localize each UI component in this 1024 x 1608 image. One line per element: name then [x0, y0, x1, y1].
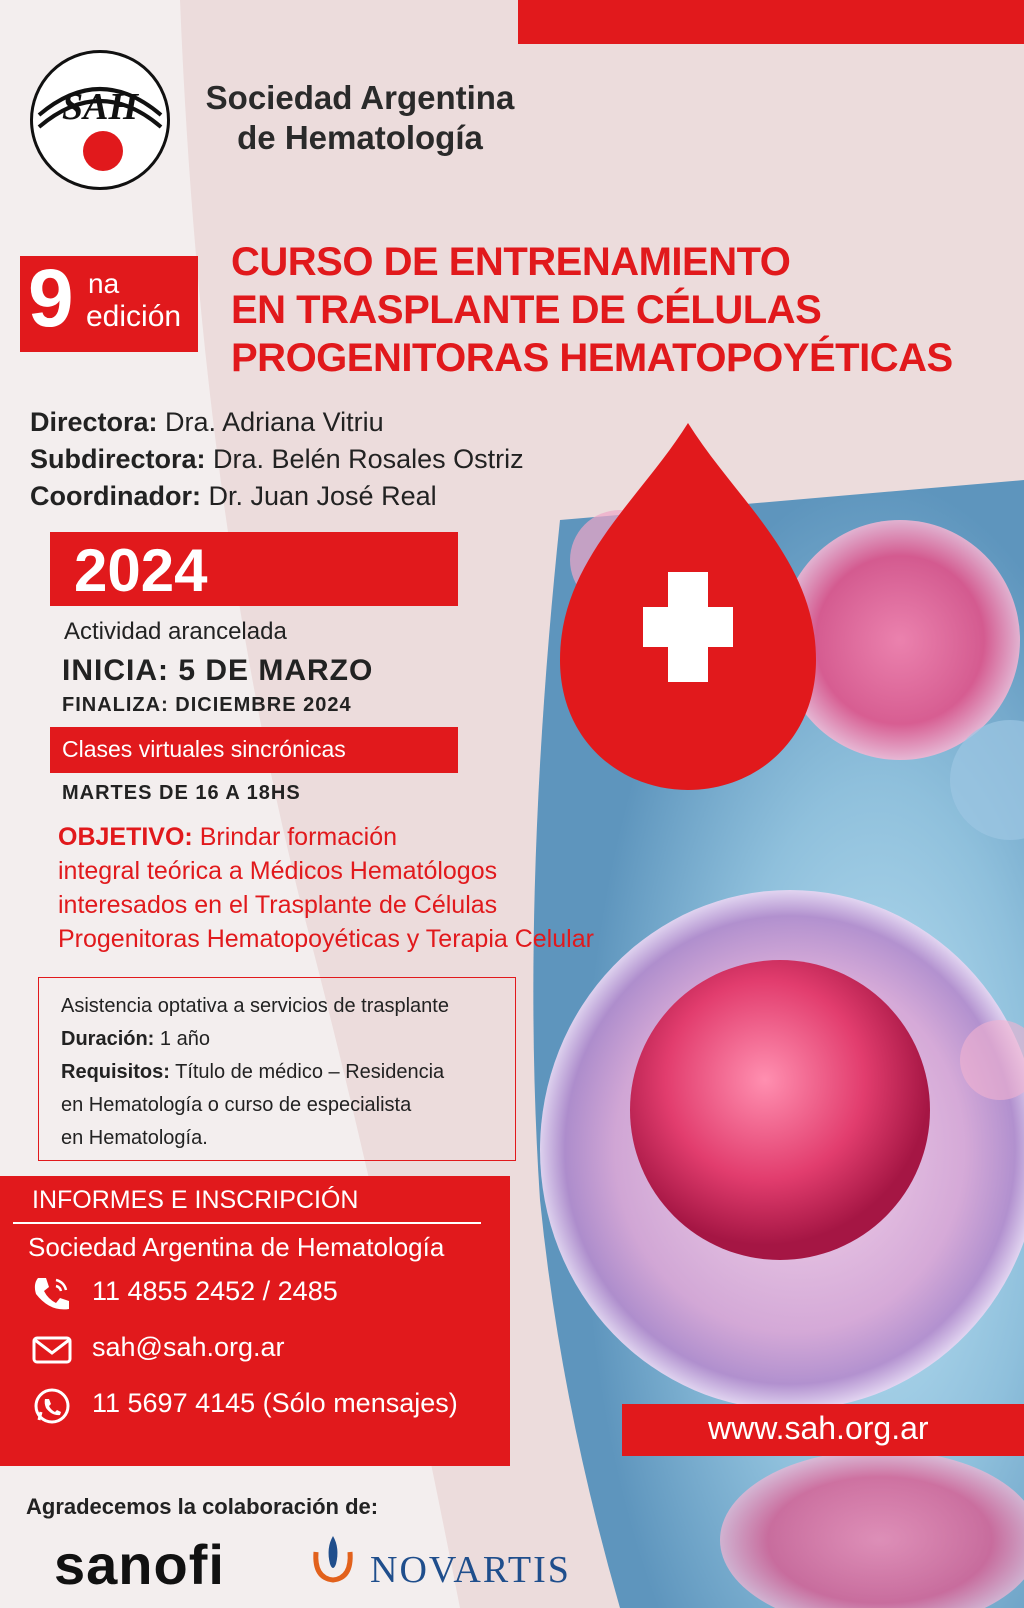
- requirements-text: [61, 990, 449, 1155]
- sanofi-logo: sanofi: [54, 1533, 225, 1596]
- day-time: MARTES DE 16 A 18HS: [62, 782, 301, 804]
- top-red-bar: [518, 0, 1024, 44]
- contact-panel: [0, 1176, 510, 1466]
- website-link[interactable]: www.sah.org.ar: [708, 1410, 929, 1446]
- organization-name: [190, 78, 530, 158]
- objective-line2: integral teórica a Médicos Hematólogos: [58, 857, 498, 885]
- contact-title: INFORMES E INSCRIPCIÓN: [32, 1186, 359, 1214]
- objective-line3: interesados en el Trasplante de Células: [58, 891, 498, 919]
- objective-line1: [58, 820, 658, 854]
- year-banner: [50, 532, 458, 606]
- staff-role: Subdirectora:: [30, 444, 206, 474]
- staff-name: Dr. Juan José Real: [200, 481, 437, 511]
- requirements-label: Requisitos:: [61, 1061, 170, 1083]
- email-icon: [30, 1330, 74, 1370]
- requirements-row-2: en Hematología o curso de especialista: [61, 1094, 412, 1116]
- objective: [58, 820, 658, 956]
- end-date: FINALIZA: DICIEMBRE 2024: [62, 694, 352, 716]
- modality-text: Clases virtuales sincrónicas: [62, 736, 346, 762]
- course-title-line1: CURSO DE ENTRENAMIENTO: [231, 240, 791, 284]
- edition-word: edición: [86, 300, 182, 333]
- staff-name: Dra. Belén Rosales Ostriz: [205, 444, 524, 474]
- contact-organization: Sociedad Argentina de Hematología: [28, 1232, 445, 1262]
- edition-badge: [20, 253, 198, 352]
- objective-line4: Progenitoras Hematopoyéticas y Terapia Celular: [58, 925, 594, 953]
- contact-divider: [13, 1222, 481, 1224]
- staff-coordinator: [30, 478, 524, 515]
- staff-role: Directora:: [30, 407, 158, 437]
- objective-text: Brindar formación: [192, 823, 397, 851]
- staff-director: [30, 404, 524, 441]
- staff-list: [30, 404, 524, 515]
- phone-number[interactable]: 11 4855 2452 / 2485: [92, 1276, 338, 1306]
- requirements-value: Título de médico – Residencia: [169, 1061, 445, 1083]
- whatsapp-number[interactable]: 11 5697 4145 (Sólo mensajes): [92, 1388, 458, 1418]
- staff-role: Coordinador:: [30, 481, 201, 511]
- attendance-note: Asistencia optativa a servicios de trasplante: [61, 995, 449, 1017]
- requirements-box: [38, 977, 516, 1161]
- requirements-row: [61, 1056, 449, 1089]
- edition-number: 9: [28, 253, 74, 344]
- email-address[interactable]: sah@sah.org.ar: [92, 1332, 285, 1362]
- requirements-row-3: en Hematología.: [61, 1127, 208, 1149]
- course-title-line2: EN TRASPLANTE DE CÉLULAS: [231, 288, 822, 332]
- course-title: [231, 238, 953, 382]
- whatsapp-icon: [30, 1386, 74, 1426]
- sah-logo: [30, 50, 170, 190]
- objective-label: OBJETIVO:: [58, 823, 193, 851]
- staff-name: Dra. Adriana Vitriu: [157, 407, 384, 437]
- org-name-line1: Sociedad Argentina: [205, 79, 515, 116]
- sponsors-thanks: Agradecemos la colaboración de:: [26, 1494, 379, 1519]
- start-date: INICIA: 5 DE MARZO: [62, 654, 374, 687]
- fee-text: Actividad arancelada: [64, 618, 287, 645]
- duration-row: [61, 1023, 449, 1056]
- modality-banner: [50, 727, 458, 773]
- year-text: 2024: [74, 537, 208, 604]
- duration-value: 1 año: [154, 1028, 210, 1050]
- phone-icon: [30, 1274, 74, 1314]
- staff-subdirector: [30, 441, 524, 478]
- logo-lettering: SAH: [61, 86, 139, 128]
- org-name-line2: de Hematología: [237, 119, 483, 156]
- novartis-flame-icon: [306, 1530, 360, 1586]
- sah-logo-mark: [33, 53, 167, 187]
- course-title-line3: PROGENITORAS HEMATOPOYÉTICAS: [231, 336, 953, 380]
- website-banner[interactable]: [622, 1404, 1024, 1456]
- novartis-logo: NOVARTIS: [370, 1549, 571, 1591]
- duration-label: Duración:: [61, 1028, 155, 1050]
- edition-suffix: na: [88, 268, 120, 299]
